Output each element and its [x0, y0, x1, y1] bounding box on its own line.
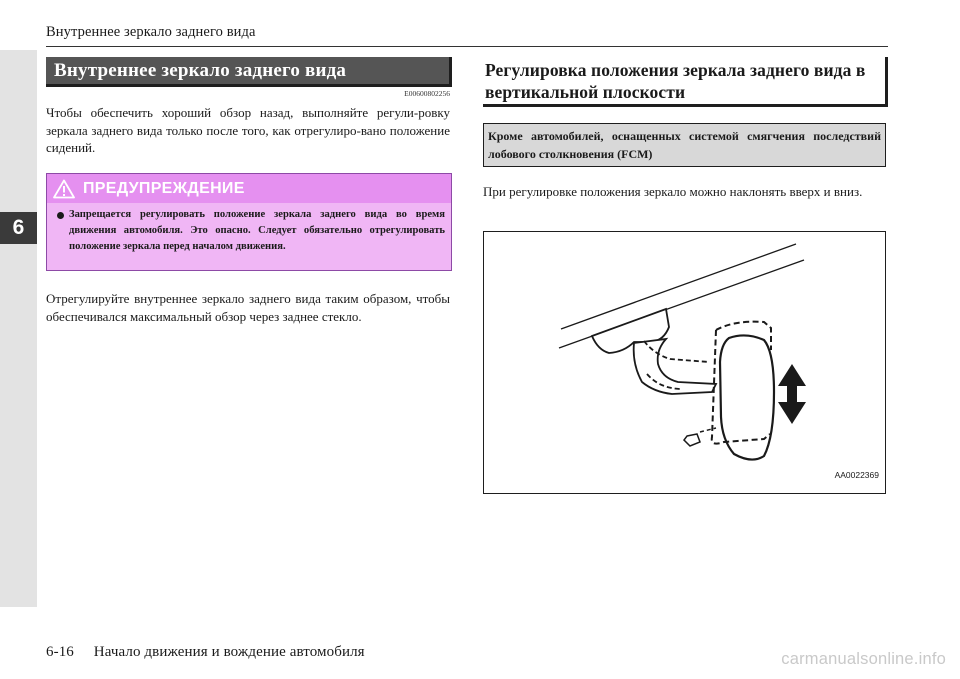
page-footer [46, 644, 365, 661]
bullet-icon [57, 212, 64, 219]
up-down-arrow-icon [778, 364, 806, 424]
warning-body [47, 203, 451, 256]
adjust-paragraph: Отрегулируйте внутреннее зеркало заднего вида таким образом, чтобы обеспечивался максимальный обзор через заднее стекло. [46, 291, 450, 324]
mirror-tab-dashed [700, 428, 716, 432]
warning-header [47, 174, 451, 203]
page-number: 6-16 [46, 644, 74, 660]
tilt-paragraph: При регулировке положения зеркало можно наклонять вверх и вниз. [483, 184, 863, 199]
condition-box: Кроме автомобилей, оснащенных системой смягчения последствий лобового столкновения (FCM) [483, 123, 886, 167]
mirror-illustration [483, 231, 886, 494]
section-code: E00600802256 [404, 89, 450, 98]
warning-title: ПРЕДУПРЕЖДЕНИЕ [83, 179, 245, 197]
mirror-drawing [484, 232, 887, 495]
running-header: Внутреннее зеркало заднего вида [46, 24, 256, 40]
figure-label: AA0022369 [834, 470, 879, 480]
section-title-mirror: Внутреннее зеркало заднего вида [46, 57, 452, 87]
footer-chapter-title: Начало движения и вождение автомобиля [93, 644, 365, 660]
warning-triangle-icon [53, 179, 75, 199]
watermark: carmanualsonline.info [781, 650, 946, 668]
warning-box [46, 173, 452, 271]
intro-paragraph: Чтобы обеспечить хороший обзор назад, выполняйте регули-ровку зеркала заднего вида только после того, как отрегулиро-вано положение сидений. [46, 105, 450, 155]
mirror-arm [634, 339, 716, 394]
warning-text: Запрещается регулировать положение зеркала заднего вида во время движения автомобиля. Это опасно. Следует обязательно отрегулировать положение зеркала перед началом движения. [69, 209, 445, 253]
chapter-number: 6 [0, 212, 37, 244]
windshield-line-outer [561, 244, 796, 329]
section-title-vertical-adjust: Регулировка положения зеркала заднего вида в вертикальной плоскости [483, 57, 888, 107]
mirror-tab [684, 434, 700, 446]
side-chapter-tab [0, 50, 37, 607]
header-rule [46, 46, 888, 47]
